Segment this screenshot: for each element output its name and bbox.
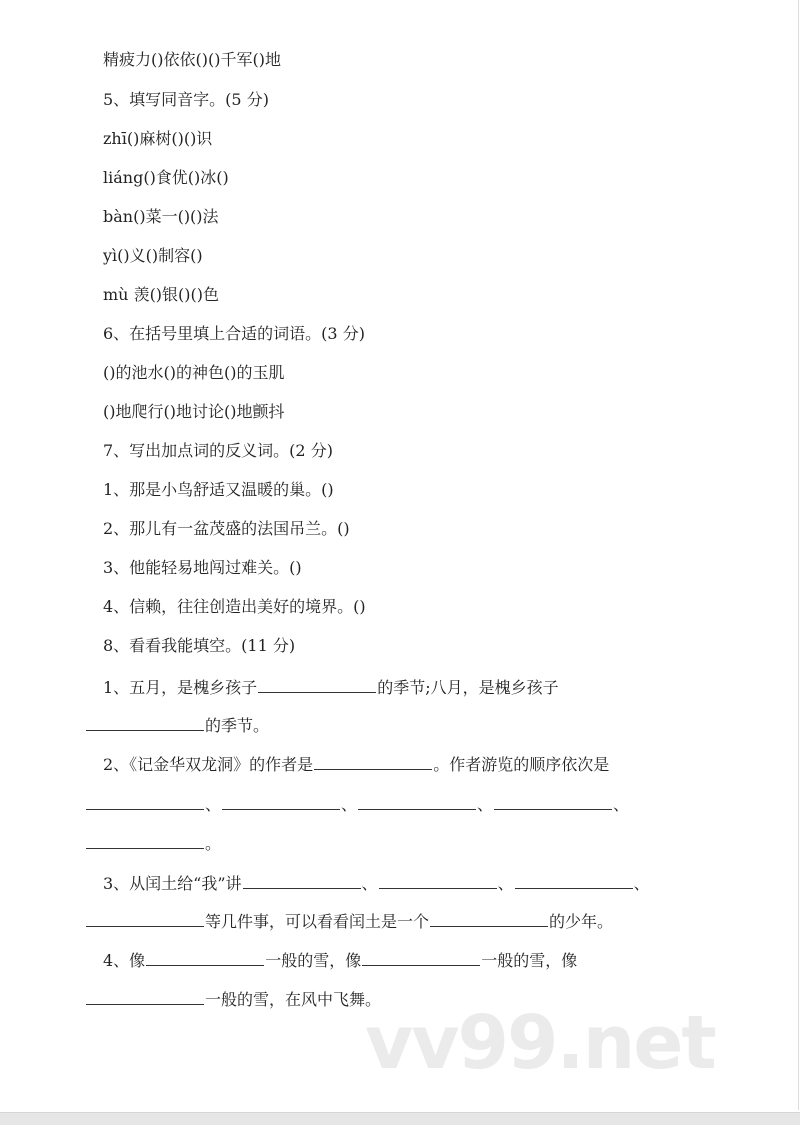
fill-in-blank[interactable] <box>86 910 204 927</box>
text-segment: 1、那是小鸟舒适又温暖的巢。() <box>103 480 334 499</box>
text-segment: 、 <box>633 874 650 893</box>
fill-in-blank[interactable] <box>222 793 340 810</box>
text-segment: 7、写出加点词的反义词。(2 分) <box>103 441 333 460</box>
text-line <box>103 597 366 617</box>
text-line <box>85 714 269 736</box>
text-line <box>103 872 650 894</box>
next-page-edge <box>0 1125 800 1137</box>
text-line <box>103 363 284 383</box>
fill-in-blank[interactable] <box>358 793 476 810</box>
text-segment: 的少年。 <box>549 912 614 931</box>
fill-in-blank[interactable] <box>430 910 548 927</box>
text-segment: 、 <box>205 795 222 814</box>
fill-in-blank[interactable] <box>258 676 376 693</box>
fill-in-blank[interactable] <box>362 949 480 966</box>
fill-in-blank[interactable] <box>243 872 361 889</box>
text-segment: yì()义()制容() <box>103 246 203 265</box>
text-segment: 。 <box>205 834 222 853</box>
text-line <box>85 793 629 815</box>
text-line <box>103 168 229 188</box>
fill-in-blank[interactable] <box>146 949 264 966</box>
text-line <box>85 910 613 932</box>
text-line <box>103 90 269 110</box>
text-segment: 的季节;八月，是槐乡孩子 <box>377 678 559 697</box>
text-line <box>103 636 295 656</box>
text-segment: 精疲力()依依()()千军()地 <box>103 50 281 69</box>
text-segment: liáng()食优()冰() <box>103 168 229 187</box>
text-line <box>103 129 212 149</box>
text-line <box>103 558 302 578</box>
text-segment: ()地爬行()地讨论()地颤抖 <box>103 402 285 421</box>
text-segment: 6、在括号里填上合适的词语。(3 分) <box>103 324 365 343</box>
fill-in-blank[interactable] <box>515 872 633 889</box>
text-segment: bàn()菜一()()法 <box>103 207 219 226</box>
fill-in-blank[interactable] <box>379 872 497 889</box>
text-line <box>103 949 577 971</box>
text-segment: 8、看看我能填空。(11 分) <box>103 636 296 655</box>
text-segment: 一般的雪，在风中飞舞。 <box>205 990 382 1009</box>
text-segment: 的季节。 <box>205 716 270 735</box>
text-line <box>103 402 284 422</box>
fill-in-blank[interactable] <box>86 714 204 731</box>
text-segment: 、 <box>497 874 514 893</box>
text-segment: 4、信赖，往往创造出美好的境界。() <box>103 597 366 616</box>
text-line <box>103 519 350 539</box>
fill-in-blank[interactable] <box>86 832 204 849</box>
text-segment: zhī()麻树()()识 <box>103 129 213 148</box>
text-segment: 2、那儿有一盆茂盛的法国吊兰。() <box>103 519 350 538</box>
text-segment: 一般的雪，像 <box>481 951 578 970</box>
text-segment: 、 <box>477 795 494 814</box>
text-segment: 2、《记金华双龙洞》的作者是 <box>103 755 314 774</box>
text-segment: 4、像 <box>103 951 146 970</box>
text-segment: ()的池水()的神色()的玉肌 <box>103 363 285 382</box>
text-segment: 3、他能轻易地闯过难关。() <box>103 558 302 577</box>
text-line <box>103 246 203 266</box>
text-segment: 、 <box>341 795 358 814</box>
text-line <box>85 832 221 854</box>
text-line <box>103 676 559 698</box>
text-segment: 、 <box>361 874 378 893</box>
text-segment: mù 羡()银()()色 <box>103 285 220 304</box>
text-line <box>103 324 365 344</box>
text-segment: 等几件事，可以看看闰土是一个 <box>205 912 430 931</box>
text-segment: 。作者游览的顺序依次是 <box>433 755 610 774</box>
text-segment: 1、五月，是槐乡孩子 <box>103 678 258 697</box>
text-line <box>103 441 333 461</box>
text-line <box>103 285 219 305</box>
fill-in-blank[interactable] <box>494 793 612 810</box>
text-line <box>85 988 381 1010</box>
text-segment: 、 <box>613 795 630 814</box>
text-segment: 一般的雪，像 <box>265 951 362 970</box>
text-segment: 5、填写同音字。(5 分) <box>103 90 269 109</box>
fill-in-blank[interactable] <box>314 753 432 770</box>
fill-in-blank[interactable] <box>86 988 204 1005</box>
text-line <box>103 480 334 500</box>
text-segment: 3、从闰土给“我”讲 <box>103 874 242 893</box>
text-line <box>103 753 609 775</box>
page-separator <box>0 1112 800 1126</box>
text-line <box>103 50 281 70</box>
fill-in-blank[interactable] <box>86 793 204 810</box>
watermark: vv99.net <box>365 1000 715 1086</box>
text-line <box>103 207 219 227</box>
